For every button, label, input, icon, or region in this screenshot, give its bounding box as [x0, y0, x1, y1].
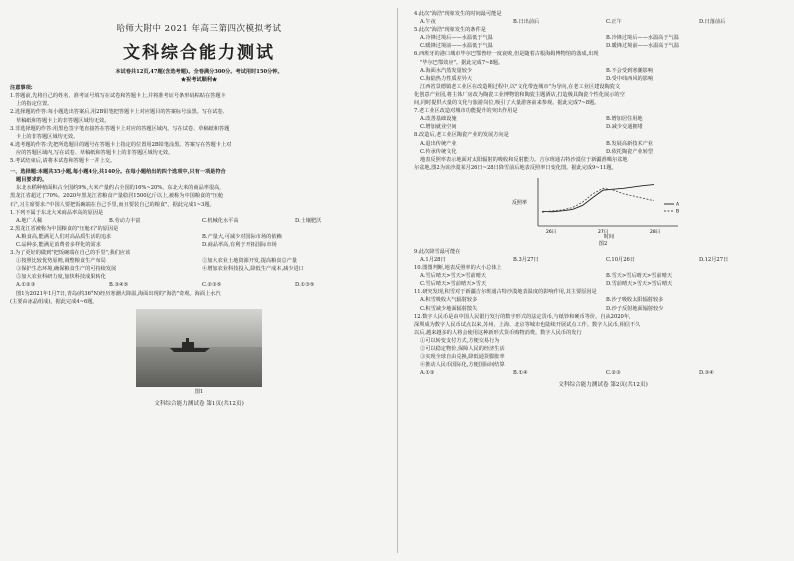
item: ④推动人民币国际化,方便国际间结算	[420, 362, 505, 369]
passage-line: 地表反照率表示地面对太阳辐射的吸收和反射能力。吉尔班通古特沙漠位于新疆准噶尔盆地	[420, 156, 628, 163]
question-6	[414, 50, 792, 82]
question-stem: 2.黑龙江省被称为中国粮食的"压舱石"的原因是	[10, 225, 119, 232]
option: D.商品率高,有利于开拓国际市场	[202, 241, 277, 248]
intro-line: 本试卷共12页,47题(含选考题)。全卷满分300分。考试用时150分钟。	[115, 69, 283, 75]
passage-line: 图1为2021年1月7日,青岛(约36°N)经历寒潮大降温,海面出现的"海浩"奇观。海面上水汽	[16, 290, 221, 297]
question-stem: 1.下列不属于东北大米商品率高的原因是	[10, 209, 104, 216]
option: A.改善基础设施	[420, 116, 457, 123]
question-4	[414, 10, 792, 26]
passage-line: 间,同时提供大量的文化与旅游岗位,吸引了大量游客前来参观。据此完成7~8题。	[414, 100, 600, 107]
intro-line: 上的指定位置。	[16, 101, 53, 108]
option: A.地广人稀	[16, 217, 43, 224]
question-stem: 11.研究发现,积雪对于新疆吉尔班通古特沙漠地表温度的影响作用,其主要原因是	[414, 289, 597, 296]
question-options	[414, 272, 792, 288]
option: D.沙子反射地面辐射较少	[606, 305, 664, 312]
intro-line: 1.答题前,先将自己的姓名、准考证号填写在试卷和答题卡上,并将准考证号条形码粘贴在答题卡	[10, 93, 226, 100]
option: C.暖锋过境前——水温低于气温	[420, 43, 493, 50]
option: C.传承传统文化	[420, 148, 457, 155]
option: D.暖锋过境前——水温高于气温	[606, 43, 680, 50]
option: D.12月27日	[699, 256, 729, 263]
option: D.雪前晴天>雪天>雪后晴天	[606, 281, 673, 288]
x-tick-label: 27日	[598, 229, 609, 235]
option: D.①③⑤	[295, 282, 315, 289]
question-stem: 4.此次"海浩"现象发生的时间最可能是	[414, 11, 502, 17]
right-column	[414, 10, 792, 388]
option: C.10月26日	[606, 256, 636, 263]
item: ⑤加大农业科研力度,加快科技成果转化	[16, 274, 106, 281]
item: ②可以稳定物价,保障人民的经济生活	[420, 346, 505, 352]
passage-line: 黑龙江省超过了70%。2020年黑龙江省粮食产量稳居1500亿斤以上,被称为中国粮食的"压舱	[10, 193, 224, 200]
intro-block	[10, 68, 388, 165]
intro-line: 3.非选择题的作答:用黑色签字笔直接答在答题卡上对应的答题区域内。写在试卷、草稿纸和答题	[10, 125, 230, 132]
option: B.雪天>雪后晴天>雪前晴天	[606, 273, 673, 280]
question-options	[414, 296, 792, 312]
option: C.雪后晴天>雪前晴天>雪天	[420, 281, 487, 288]
question-options	[10, 281, 388, 289]
y-axis-label: 反照率	[512, 199, 528, 206]
item: ③实现全球自由兑换,降低通货膨胀率	[420, 354, 505, 361]
passage-line: 江西省景德镇老工业区在改造期过程中,以"文化带连城市"为导向,在老工业区建设陶瓷文	[420, 83, 621, 90]
option: B.沙子吸收太阳辐射较多	[606, 297, 664, 304]
ship-icon	[168, 337, 212, 353]
passage-line: 东北水稻种植面积占全国约9%,大米产量约占全国的16%~20%。东北大米的商品率很高,	[16, 185, 221, 192]
passage-2	[10, 290, 388, 306]
option: D.土壤肥沃	[295, 217, 322, 224]
section-heading: 题目要求的。	[16, 177, 48, 184]
passage-line: (主要由冰晶组成)。据此完成4~6题。	[10, 298, 98, 305]
question-options	[414, 369, 792, 377]
option: B.①④	[513, 370, 528, 377]
option: C.海陆热力性质差异大	[420, 75, 473, 82]
figure1-caption: 图1	[194, 388, 204, 395]
question-8	[414, 131, 792, 155]
question-stem: 12.数字人民币是由中国人民银行发行的数字形式的法定货币,与纸钞和硬币等价。自从2020年,	[414, 313, 631, 320]
option: A.①②③	[16, 282, 36, 289]
option: A.雪后晴天>雪天>雪前晴天	[420, 273, 486, 280]
option: A.冷锋过境后——水温低于气温	[420, 35, 493, 42]
series-layer	[542, 184, 654, 212]
figure2-caption: 图2	[598, 240, 608, 247]
question-10	[414, 264, 792, 288]
option: A.海面水汽蒸发量较少	[420, 67, 473, 74]
intro-line: 2.选择题的作答:每小题选出答案后,用2B铅笔把答题卡上对应题目的答案标号涂黑。写在试卷、	[10, 109, 228, 116]
footer-right: 文科综合能力测试卷 第2页(共12页)	[558, 382, 648, 389]
footer-left: 文科综合能力测试卷 第1页(共12页)	[154, 400, 244, 407]
option: C.②③	[606, 370, 621, 377]
item: ①按照比较优势原则,调整粮食生产布局	[16, 258, 106, 265]
question-stem: 6.西班牙的港口城市毕尔巴鄂曾经一度衰败,但是随着古根海姆博物馆的落成,出现	[414, 51, 599, 58]
passage-line: 石",习主席要求:"中国人要把饭碗端在自己手里,而且要装自己的粮食"。据此完成1~3题。	[10, 201, 215, 208]
option: A.积雪吸收大气辐射较多	[420, 297, 478, 304]
option: D.③④	[699, 370, 714, 377]
intro-line: 应的答题区域内,写在试卷、草稿纸和答题卡上的非答题区域均无效。	[16, 149, 174, 156]
option: C.增加就业空间	[420, 124, 457, 131]
legend-label: A	[676, 202, 680, 208]
option: A.1月28日	[420, 256, 446, 263]
question-12	[414, 313, 792, 378]
x-axis-label: 时间	[604, 233, 615, 240]
question-options	[414, 140, 792, 156]
x-tick-label: 28日	[650, 229, 661, 235]
question-stem: 5.此次"海浩"现象发生的条件是	[414, 27, 486, 34]
question-9	[414, 248, 792, 264]
option: B.冷锋过境后——水温高于气温	[606, 35, 679, 42]
option: D.减少交通拥堵	[606, 124, 643, 131]
item: ④增加农业科技投入,降低生产成本,减少进口	[202, 266, 304, 273]
option: D.受中纬西风的影响	[606, 75, 654, 82]
option: C.机械化水平高	[202, 217, 239, 224]
item: ①可以转变支付方式,方便交易行为	[420, 337, 500, 344]
series-line-A	[542, 184, 654, 211]
question-stem: 9.此次降雪最可能在	[414, 248, 461, 255]
option: B.劳动力丰富	[109, 217, 141, 224]
question-2	[10, 225, 388, 249]
intro-line: 4.选考题的作答:先把所选题目的题号在答题卡上指定的位置用2B铅笔涂黑。答案写在答题卡上对	[10, 141, 232, 148]
option: C.正午	[606, 19, 622, 26]
question-options	[10, 217, 388, 225]
intro-line: 5.考试结束后,请将本试卷和答题卡一并上交。	[10, 158, 116, 165]
intro-line: ★祝考试顺利★	[180, 77, 218, 84]
question-stem: 深圳成为数字人民币试点以来,苏州、上海、北京等城市也陆续开展试点工作。数字人民币,相信不久	[414, 321, 641, 328]
legend-label: B	[676, 209, 680, 215]
haihao-photo	[136, 309, 262, 387]
option: B.发展高新技术产业	[606, 140, 653, 147]
question-options	[414, 18, 792, 26]
item: ③保护生态环境,确保粮食生产的可持续发展	[16, 266, 117, 273]
school-title: 哈师大附中 2021 年高三第四次模拟考试	[116, 24, 282, 34]
question-stem: 以后,越来越多的人将会使用这种新形式货币购物消费。数字人民币的发行	[414, 329, 582, 336]
option: D.依托陶瓷产业转型	[606, 148, 654, 155]
question-7	[414, 107, 792, 131]
intro-line: 草稿纸和答题卡上的非答题区域均无效。	[16, 117, 110, 124]
option: A.粮食高,能满足人们对高品质生活的追求	[16, 233, 112, 240]
question-options	[414, 115, 792, 131]
intro-line: 卡上的非答题区域均无效。	[16, 133, 79, 140]
question-options	[10, 233, 388, 249]
section1	[10, 168, 388, 208]
option: C.②③⑤	[202, 282, 222, 289]
left-column	[10, 10, 388, 407]
passage-line: 尔盆地,图2为该沙漠某月26日~28日降雪前后地表反照率日变化图。据此完成9~11题。	[414, 164, 617, 171]
x-tick-layer	[546, 228, 660, 235]
column-divider	[397, 8, 398, 553]
legend-layer	[664, 201, 680, 214]
sea-surface	[136, 347, 262, 387]
option: B.③④⑤	[109, 282, 129, 289]
question-options	[414, 34, 792, 50]
question-options	[414, 256, 792, 264]
x-tick-label: 26日	[546, 229, 557, 235]
albedo-line-chart	[508, 174, 698, 240]
question-items	[10, 257, 388, 281]
option: A.午夜	[420, 19, 436, 26]
passage-3	[414, 83, 792, 107]
question-stem: 8.改造后,老工业区陶瓷产业的发展方向是	[414, 132, 509, 139]
question-options	[414, 67, 792, 83]
option: D.日落前后	[699, 19, 726, 26]
series-line-B	[542, 188, 654, 212]
subject-title: 文科综合能力测试	[123, 43, 275, 63]
passage-4	[414, 156, 792, 172]
question-11	[414, 288, 792, 312]
option: A.退出传统产业	[420, 140, 457, 147]
option: B.不会受到寒潮影响	[606, 67, 653, 74]
option: B.增加居住用地	[606, 116, 643, 123]
question-1	[10, 209, 388, 225]
option: C.品种多,能满足消费者多样化的需求	[16, 241, 101, 248]
option: C.积雪减少地面辐射散失	[420, 305, 478, 312]
intro-line: 注意事项:	[10, 85, 33, 92]
question-3	[10, 249, 388, 289]
option: B.日出前后	[513, 19, 540, 26]
question-stem: 10.图图判断,地表反照率的大小总体上	[414, 265, 502, 272]
option: A.①②	[420, 370, 435, 377]
question-stem: 3.为了更好的做到"把饭碗端在自己的手里",我们应该	[10, 250, 131, 257]
question-5	[414, 26, 792, 50]
item: ②加大农业土地资源开发,提高粮食总产量	[202, 258, 298, 265]
section-heading: 一、选择题:本题共35小题,每小题4分,共140分。在每小题给出的四个选项中,只有一项是符合	[10, 169, 226, 176]
passage-line: 化创意产业园,将主体厂房改为陶瓷工业博物馆和陶瓷主题酒店,打造极具陶瓷个性化展示的空	[414, 91, 625, 98]
question-stem-extra: "毕尔巴鄂效应"。据此完成7~8题。	[420, 59, 504, 66]
option: B.3月27日	[513, 256, 539, 263]
question-stem: 7.老工业区改造对城市功能提升的突出作用是	[414, 108, 518, 115]
option: B.产量大,可减少对国际市场的依赖	[202, 233, 282, 240]
